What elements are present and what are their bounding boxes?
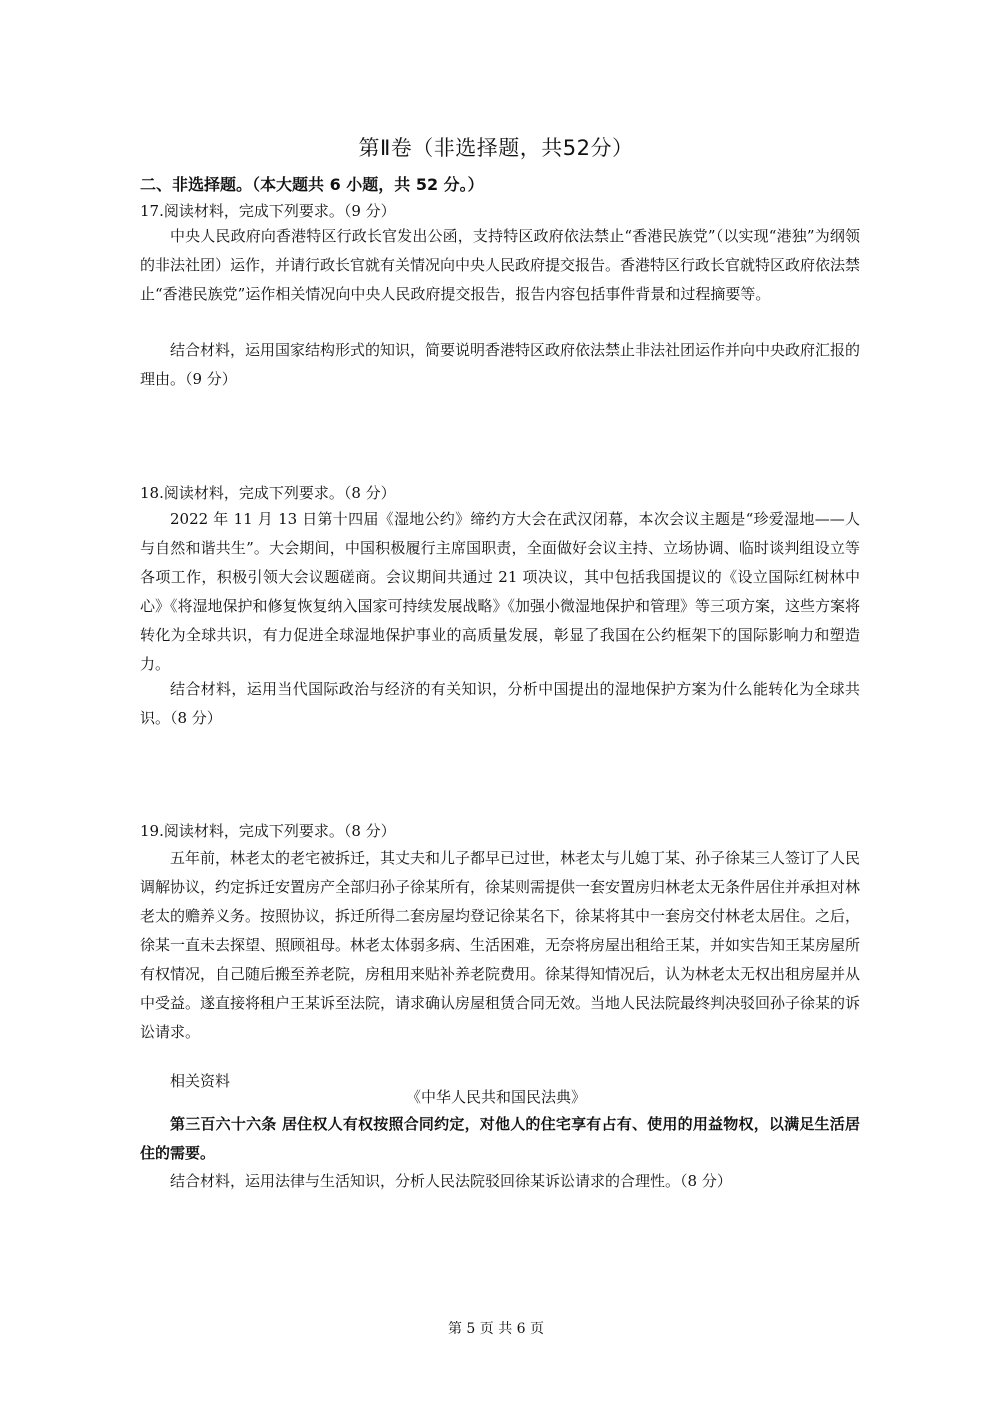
q19-material: 五年前，林老太的老宅被拆迁，其丈夫和儿子都早已过世，林老太与儿媳丁某、孙子徐某三人签订了人民调解协议，约定拆迁安置房产全部归孙子徐某所有，徐某则需提供一套安置房归林老太无条件居住并承担对林老太的赡养义务。按照协议，拆迁所得二套房屋均登记徐某名下，徐某将其中一套房交付林老太居住。之后，徐某一直未去探望、照顾祖母。林老太体弱多病、生活困难，无奈将房屋出租给王某，并如实告知王某房屋所有权情况，自己随后搬至养老院，房租用来贴补养老院费用。徐某得知情况后，认为林老太无权出租房屋并从中受益。遂直接将租户王某诉至法院，请求确认房屋租赁合同无效。当地人民法院最终判决驳回孙子徐某的诉讼请求。 [140,849,861,1041]
q19-related-label: 相关资料 [170,1072,231,1090]
section-title: 第Ⅱ卷（非选择题，共52分） [358,136,634,160]
page-footer: 第 5 页 共 6 页 [447,1321,545,1337]
q18-material: 2022 年 11 月 13 日第十四届《湿地公约》缔约方大会在武汉闭幕，本次会议主题是“珍爱湿地——人与自然和谐共生”。大会期间，中国积极履行主席国职责，全面做好会议主持、立场协调、临时谈判组设立等各项工作，积极引领大会议题磋商。会议期间共通过 21 项决议，其中包括我国提议的《设立国际红树林中心》《将湿地保护和修复恢复纳入国家可持续发展战略》《加强小微湿地保护和管理》等三项方案，这些方案将转化为全球共识，有力促进全球湿地保护事业的高质量发展，彰显了我国在公约框架下的国际影响力和塑造力。 [140,510,861,673]
q19-task: 结合材料，运用法律与生活知识，分析人民法院驳回徐某诉讼请求的合理性。（8 分） [170,1172,732,1190]
q19-law-article: 第三百六十六条 居住权人有权按照合同约定，对他人的住宅享有占有、使用的用益物权，以满足生活居住的需要。 [140,1115,860,1162]
part-heading: 二、非选择题。（本大题共 6 小题，共 52 分。） [140,175,484,194]
q18-task: 结合材料，运用当代国际政治与经济的有关知识，分析中国提出的湿地保护方案为什么能转化为全球共识。（8 分） [140,680,860,727]
q19-law-title: 《中华人民共和国民法典》 [405,1088,586,1106]
q18-heading: 18.阅读材料，完成下列要求。（8 分） [140,484,396,502]
q17-task: 结合材料，运用国家结构形式的知识，简要说明香港特区政府依法禁止非法社团运作并向中央政府汇报的理由。（9 分） [140,341,861,388]
q19-heading: 19.阅读材料，完成下列要求。（8 分） [140,822,396,840]
q17-heading: 17.阅读材料，完成下列要求。（9 分） [140,202,396,220]
q17-material: 中央人民政府向香港特区行政长官发出公函，支持特区政府依法禁止“香港民族党”（以实现“港独”为纲领的非法社团）运作，并请行政长官就有关情况向中央人民政府提交报告。香港特区行政长官就特区政府依法禁止“香港民族党”运作相关情况向中央人民政府提交报告，报告内容包括事件背景和过程摘要等。 [140,227,861,303]
